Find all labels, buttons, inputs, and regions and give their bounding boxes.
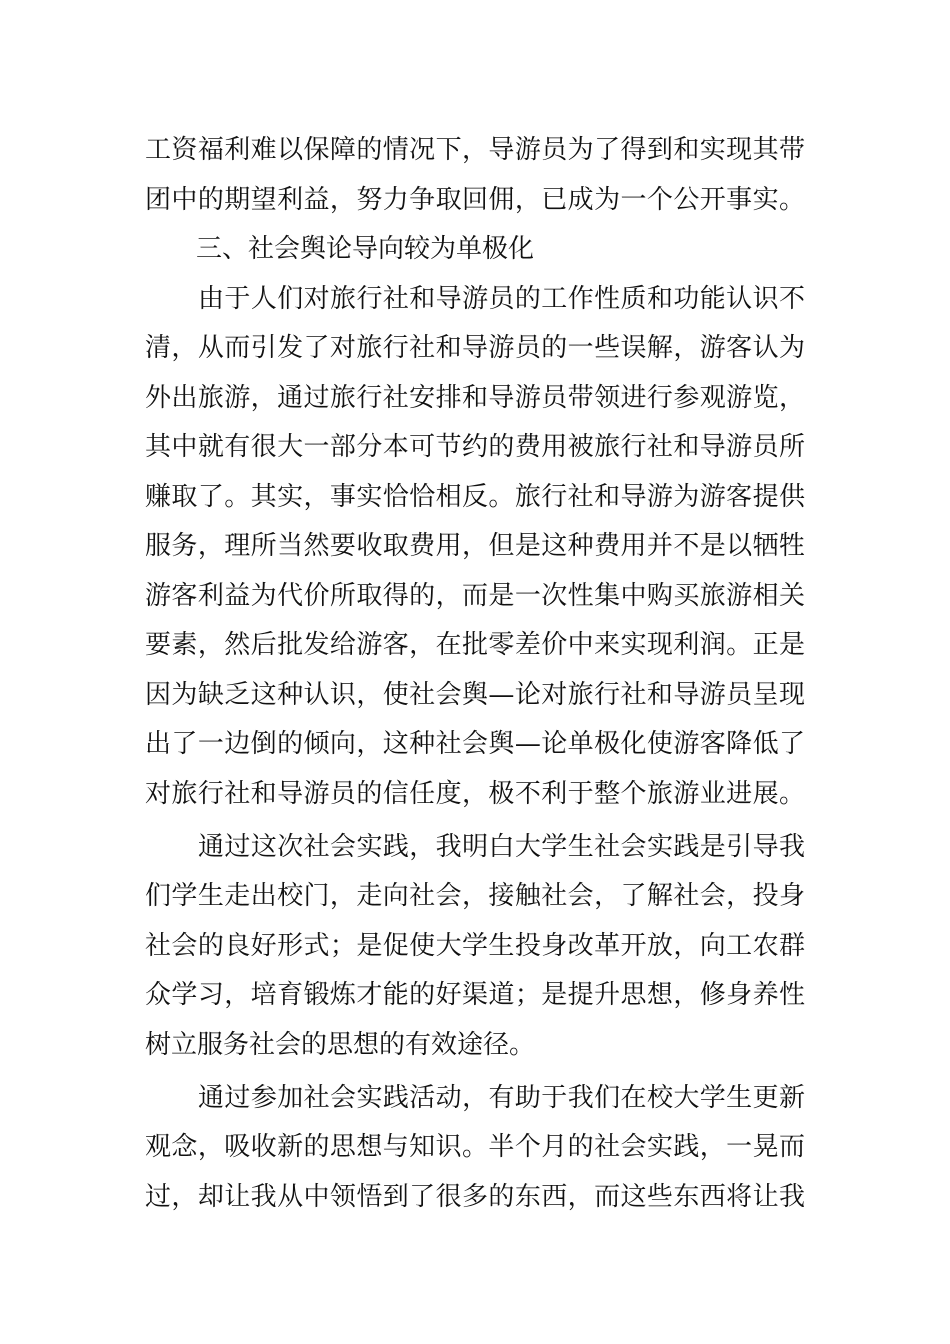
text-line: 观念，吸收新的思想与知识。半个月的社会实践，一晃而 [145,1132,805,1162]
text-line: 过，却让我从中领悟到了很多的东西，而这些东西将让我 [145,1182,805,1212]
paragraph-first-line: 由于人们对旅行社和导游员的工作性质和功能认识不 [198,284,805,314]
text-line: 社会的良好形式；是促使大学生投身改革开放，向工农群 [145,931,805,961]
text-line: 游客利益为代价所取得的，而是一次性集中购买旅游相关 [145,581,805,611]
paragraph-first-line: 通过参加社会实践活动，有助于我们在校大学生更新 [198,1083,805,1113]
text-line: 要素，然后批发给游客，在批零差价中来实现利润。正是 [145,630,805,660]
text-line: 工资福利难以保障的情况下，导游员为了得到和实现其带 [145,135,805,165]
text-line: 清，从而引发了对旅行社和导游员的一些误解，游客认为 [145,333,805,363]
text-line: 赚取了。其实，事实恰恰相反。旅行社和导游为游客提供 [145,482,805,512]
text-line: 服务，理所当然要收取费用，但是这种费用并不是以牺牲 [145,531,805,561]
text-line: 团中的期望利益，努力争取回佣，已成为一个公开事实。 [145,185,805,215]
text-line: 众学习，培育锻炼才能的好渠道；是提升思想，修身养性 [145,980,805,1010]
text-line: 外出旅游，通过旅行社安排和导游员带领进行参观游览， [145,383,805,413]
text-line: 树立服务社会的思想的有效途径。 [145,1030,536,1060]
text-line: 其中就有很大一部分本可节约的费用被旅行社和导游员所 [145,432,805,462]
text-line: 们学生走出校门，走向社会，接触社会，了解社会，投身 [145,881,805,911]
text-line: 出了一边倒的倾向，这种社会舆—论单极化使游客降低了 [145,729,805,759]
section-heading: 三、社会舆论导向较为单极化 [196,234,535,264]
paragraph-first-line: 通过这次社会实践，我明白大学生社会实践是引导我 [198,832,805,862]
text-line: 对旅行社和导游员的信任度，极不利于整个旅游业进展。 [145,779,805,809]
text-line: 因为缺乏这种认识，使社会舆—论对旅行社和导游员呈现 [145,680,805,710]
